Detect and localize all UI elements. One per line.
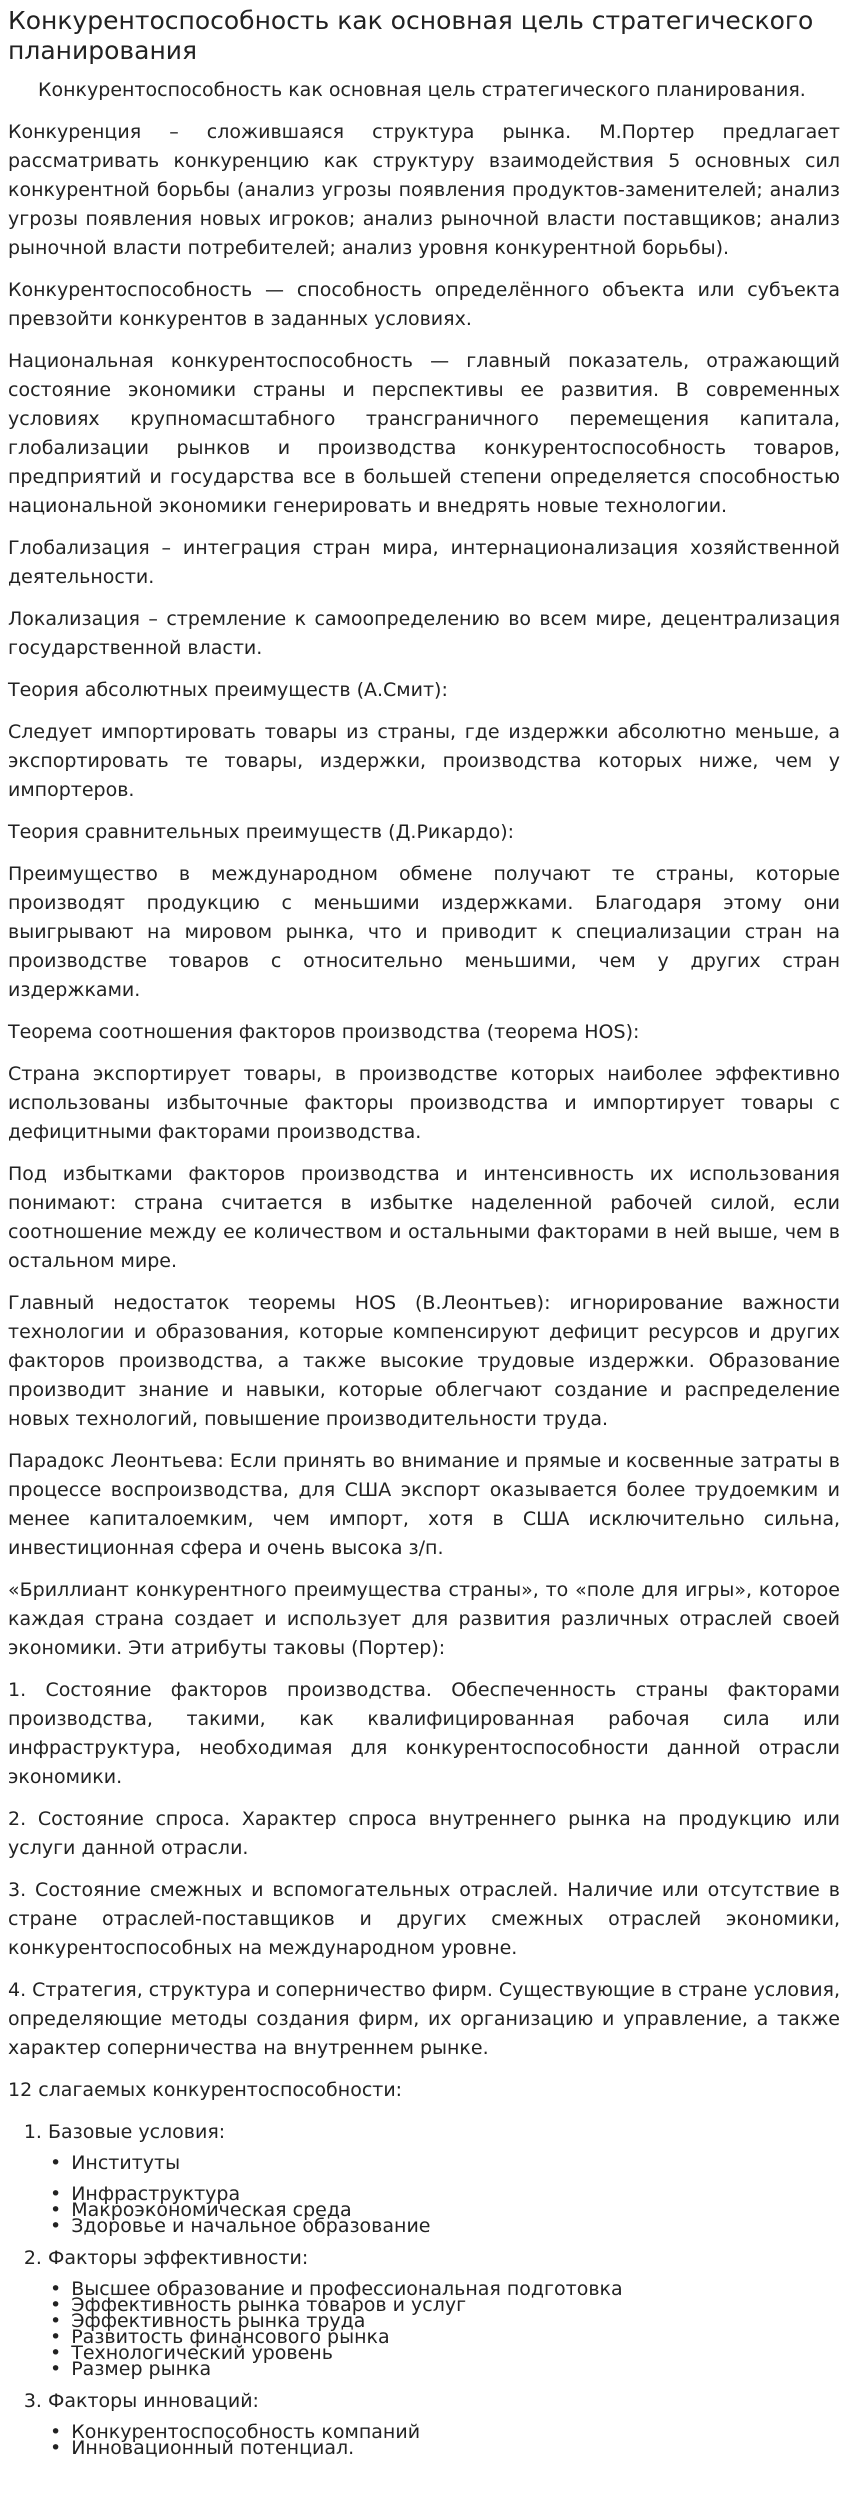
- paragraph-absolute-advantage: Следует импортировать товары из страны, где издержки абсолютно меньше, а экспортировать те товары, издержки, производства которых ниже, чем у импортеров.: [8, 721, 840, 801]
- list-item: • Развитость финансового рынка: [48, 2329, 840, 2345]
- paragraph-leontief-paradox: Парадокс Леонтьева: Если принять во внимание и прямые и косвенные затраты в процессе воспроизводства, для США экспорт оказывается более трудоемким и менее капиталоемким, чем импорт, хотя в США исключительно сильна, инвестиционная сфера и очень высока з/п.: [8, 1450, 840, 1559]
- list-item: • Размер рынка: [48, 2361, 840, 2377]
- heading-comparative-advantage: Теория сравнительных преимуществ (Д.Рикардо):: [8, 821, 515, 843]
- pillars-list: [8, 2118, 840, 2459]
- list-item: • Здоровье и начальное образование: [48, 2218, 840, 2234]
- page-title: Конкурентоспособность как основная цель стратегического планирования: [8, 6, 814, 65]
- paragraph-porter-diamond: «Бриллиант конкурентного преимущества страны», то «поле для игры», которое каждая страна создает и использует для развития различных отраслей своей экономики. Эти атрибуты таковы (Портер):: [8, 1579, 840, 1659]
- paragraph-factor-surplus: Под избытками факторов производства и интенсивность их использования понимают: страна считается в избытке наделенной рабочей силой, если соотношение между ее количеством и остальными факторами в ней выше, чем в остальном мире.: [8, 1163, 840, 1272]
- list-item: [48, 2118, 840, 2237]
- paragraph-demand-conditions: 2. Состояние спроса. Характер спроса внутреннего рынка на продукцию или услуги данной отрасли.: [8, 1808, 840, 1859]
- paragraph-comparative-advantage: Преимущество в международном обмене получают те страны, которые производят продукцию с меньшими издержками. Благодаря этому они выигрывают на мировом рынка, что и приводит к специализации стран на производстве товаров с относительно меньшими, чем у других стран издержками.: [8, 863, 840, 1001]
- list-item: • Эффективность рынка труда: [48, 2313, 840, 2329]
- list-item: [48, 2387, 840, 2459]
- list-group-label: Базовые условия:: [48, 2121, 226, 2143]
- list-item: • Конкурентоспособность компаний: [48, 2424, 840, 2440]
- sub-list: [48, 2152, 840, 2237]
- document-body: [8, 76, 840, 2466]
- list-item: • Технологический уровень: [48, 2345, 840, 2361]
- list-item: [48, 2244, 840, 2380]
- paragraph-national-competitiveness: Национальная конкурентоспособность — главный показатель, отражающий состояние экономики страны и перспективы ее развития. В современных условиях крупномасштабного трансграничного перемещения капитала, глобализации рынков и производства конкурентоспособность товаров, предприятий и государства все в большей степени определяется способностью национальной экономики генерировать и внедрять новые технологии.: [8, 350, 840, 517]
- paragraph-related-industries: 3. Состояние смежных и вспомогательных отраслей. Наличие или отсутствие в стране отраслей-поставщиков и других смежных отраслей экономики, конкурентоспособных на международном уровне.: [8, 1879, 840, 1959]
- paragraph-globalization: Глобализация – интеграция стран мира, интернационализация хозяйственной деятельности.: [8, 537, 840, 588]
- list-item: • Высшее образование и профессиональная подготовка: [48, 2281, 840, 2297]
- sub-list: [48, 2278, 840, 2380]
- list-item: • Инновационный потенциал.: [48, 2440, 840, 2456]
- list-item: • Эффективность рынка товаров и услуг: [48, 2297, 840, 2313]
- list-group-label: Факторы эффективности:: [48, 2247, 309, 2269]
- sub-list: [48, 2421, 840, 2459]
- paragraph-competition: Конкуренция – сложившаяся структура рынка. М.Портер предлагает рассматривать конкуренцию как структуру взаимодействия 5 основных сил конкурентной борьбы (анализ угрозы появления продуктов-заменителей; анализ угрозы появления новых игроков; анализ рыночной власти поставщиков; анализ рыночной власти потребителей; анализ уровня конкурентной борьбы).: [8, 121, 840, 259]
- heading-12-pillars: 12 слагаемых конкурентоспособности:: [8, 2079, 403, 2101]
- list-group-label: Факторы инноваций:: [48, 2390, 259, 2412]
- list-item: • Макроэкономическая среда: [48, 2202, 840, 2218]
- paragraph-factor-conditions: 1. Состояние факторов производства. Обеспеченность страны факторами производства, такими, как квалифицированная рабочая сила или инфраструктура, необходимая для конкурентоспособности данной отрасли экономики.: [8, 1679, 840, 1788]
- heading-hos-theorem: Теорема соотношения факторов производства (теорема HOS):: [8, 1021, 640, 1043]
- paragraph-firm-strategy: 4. Стратегия, структура и соперничество фирм. Существующие в стране условия, определяющие методы создания фирм, их организацию и управление, а также характер соперничества на внутреннем рынке.: [8, 1979, 841, 2059]
- intro-paragraph: Конкурентоспособность как основная цель стратегического планирования.: [38, 79, 806, 101]
- list-item: • Инфраструктура: [48, 2186, 840, 2202]
- paragraph-hos-theorem: Страна экспортирует товары, в производстве которых наиболее эффективно использованы избыточные факторы производства и импортирует товары с дефицитными факторами производства.: [8, 1063, 840, 1143]
- heading-absolute-advantage: Теория абсолютных преимуществ (А.Смит):: [8, 679, 448, 701]
- paragraph-localization: Локализация – стремление к самоопределению во всем мире, децентрализация государственной власти.: [8, 608, 840, 659]
- list-item: • Институты: [48, 2155, 840, 2171]
- paragraph-hos-drawback: Главный недостаток теоремы HOS (В.Леонтьев): игнорирование важности технологии и образования, которые компенсируют дефицит ресурсов и других факторов производства, а также высокие трудовые издержки. Образование производит знание и навыки, которые облегчают создание и распределение новых технологий, повышение производительности труда.: [8, 1292, 840, 1430]
- paragraph-competitiveness: Конкурентоспособность — способность определённого объекта или субъекта превзойти конкурентов в заданных условиях.: [8, 279, 840, 330]
